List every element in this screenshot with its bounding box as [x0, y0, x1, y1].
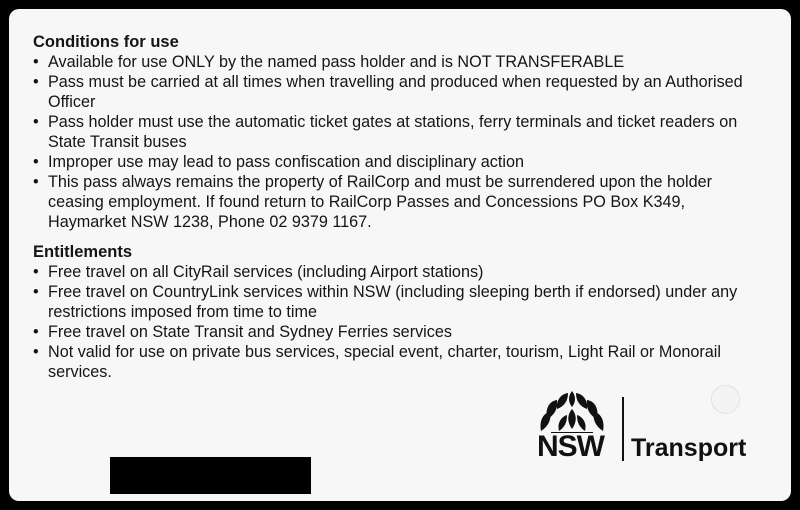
pass-card-back	[9, 9, 791, 501]
section-spacer	[33, 232, 753, 242]
conditions-list	[33, 52, 753, 232]
redaction-bar	[110, 457, 311, 494]
entitlement-item: • Free travel on State Transit and Sydney Ferries services	[33, 322, 753, 342]
condition-item: • Available for use ONLY by the named pass holder and is NOT TRANSFERABLE	[33, 52, 753, 72]
conditions-heading: Conditions for use	[33, 33, 179, 51]
condition-item: • Improper use may lead to pass confiscation and disciplinary action	[33, 152, 753, 172]
transport-wordmark: Transport	[631, 434, 747, 462]
entitlements-heading: Entitlements	[33, 243, 133, 261]
waratah-icon	[537, 391, 607, 433]
nsw-wordmark: NSW	[537, 430, 604, 463]
nsw-transport-logo	[537, 391, 757, 463]
condition-item: • Pass must be carried at all times when travelling and produced when requested by an Authorised Officer	[33, 72, 753, 112]
condition-item: • Pass holder must use the automatic ticket gates at stations, ferry terminals and ticket readers on State Transit buses	[33, 112, 753, 152]
card-text	[33, 32, 753, 382]
condition-item: • This pass always remains the property of RailCorp and must be surrendered upon the holder ceasing employment. If found return to RailCorp Passes and Concessions PO Box K349, Haymarket NSW 1238, Phone 02 9379 1167.	[33, 172, 753, 232]
entitlement-item: • Free travel on CountryLink services within NSW (including sleeping berth if endorsed) under any restrictions imposed from time to time	[33, 282, 753, 322]
entitlement-item: • Free travel on all CityRail services (including Airport stations)	[33, 262, 753, 282]
entitlement-item: • Not valid for use on private bus services, special event, charter, tourism, Light Rail or Monorail services.	[33, 342, 753, 382]
logo-divider	[622, 397, 624, 461]
entitlements-list	[33, 262, 753, 382]
